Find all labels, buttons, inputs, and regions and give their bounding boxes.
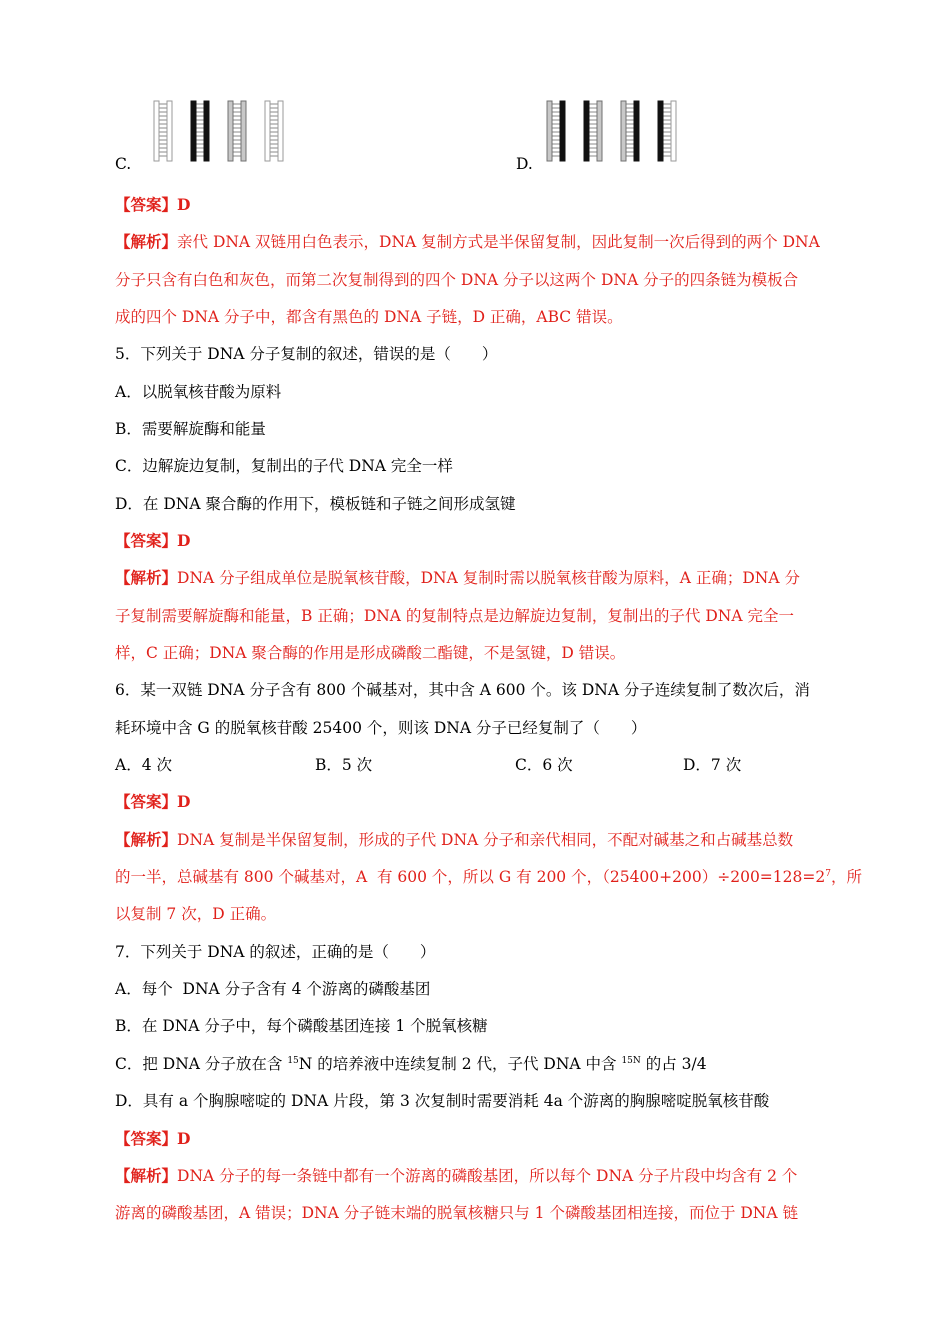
dna-strand-gray — [597, 101, 602, 161]
q7-option-a: A．每个 DNA 分子含有 4 个游离的磷酸基团 — [115, 980, 431, 998]
dna-strand-black — [658, 101, 663, 161]
dna-strand-gray — [228, 101, 233, 161]
q7-option-d: D．具有 a 个胸腺嘧啶的 DNA 片段，第 3 次复制时需要消耗 4a 个游离的胸腺嘧啶脱氧核苷酸 — [115, 1092, 770, 1110]
dna-strand-white — [671, 101, 676, 161]
figure-d-label: D. — [516, 155, 533, 173]
q5-option-c: C．边解旋边复制，复制出的子代 DNA 完全一样 — [115, 457, 453, 475]
q5-analysis-line-1: 【解析】DNA 分子组成单位是脱氧核苷酸，DNA 复制时需以脱氧核苷酸为原料，A 正确；DNA 分 — [115, 568, 800, 587]
dna-strand-white — [154, 101, 159, 161]
figure-c-label: C. — [115, 155, 132, 173]
q5-option-b: B．需要解旋酶和能量 — [115, 420, 266, 438]
dna-strand-black — [560, 101, 565, 161]
q5-stem: 5．下列关于 DNA 分子复制的叙述，错误的是（ ） — [115, 345, 498, 363]
q6-option-a: A．4 次 — [115, 756, 172, 774]
q7-option-b: B．在 DNA 分子中，每个磷酸基团连接 1 个脱氧核糖 — [115, 1017, 488, 1035]
q6-option-d: D．7 次 — [683, 756, 742, 774]
dna-strand-black — [204, 101, 209, 161]
dna-strand-gray — [547, 101, 552, 161]
q4-analysis-line-3: 成的四个 DNA 分子中，都含有黑色的 DNA 子链，D 正确，ABC 错误。 — [115, 308, 623, 326]
q6-option-c: C．6 次 — [515, 756, 573, 774]
figure-d-dna-diagram — [543, 98, 683, 166]
q6-analysis-line-3: 以复制 7 次，D 正确。 — [115, 905, 277, 923]
q5-option-d: D．在 DNA 聚合酶的作用下，模板链和子链之间形成氢键 — [115, 495, 516, 513]
q7-stem: 7．下列关于 DNA 的叙述，正确的是（ ） — [115, 943, 436, 961]
q6-stem-line-2: 耗环境中含 G 的脱氧核苷酸 25400 个，则该 DNA 分子已经复制了（ ） — [115, 719, 647, 737]
q7-answer: 【答案】D — [115, 1129, 191, 1148]
q6-analysis-line-2: 的一半，总碱基有 800 个碱基对，A 有 600 个，所以 G 有 200 个，$(25400+200)\div 200=128=2^7$，所 — [115, 868, 862, 886]
q4-answer: 【答案】D — [115, 195, 191, 214]
q6-option-b: B．5 次 — [315, 756, 373, 774]
dna-strand-white — [278, 101, 283, 161]
dna-strand-gray — [621, 101, 626, 161]
dna-strand-black — [634, 101, 639, 161]
q6-stem-line-1: 6．某一双链 DNA 分子含有 800 个碱基对，其中含 A 600 个。该 DNA 分子连续复制了数次后，消 — [115, 681, 810, 699]
dna-strand-white — [167, 101, 172, 161]
dna-strand-black — [191, 101, 196, 161]
q7-analysis-line-2: 游离的磷酸基团，A 错误；DNA 分子链末端的脱氧核糖只与 1 个磷酸基团相连接，而位于 DNA 链 — [115, 1204, 798, 1222]
dna-strand-black — [584, 101, 589, 161]
q7-option-c: C．把 DNA 分子放在含 $^{15}$N 的培养液中连续复制 2 代，子代 DNA 中含 $^{15N}$ 的占 3/4 — [115, 1055, 707, 1073]
q5-analysis-line-3: 样，C 正确；DNA 聚合酶的作用是形成磷酸二酯键，不是氢键，D 错误。 — [115, 644, 626, 662]
q6-answer: 【答案】D — [115, 792, 191, 811]
q5-analysis-line-2: 子复制需要解旋酶和能量，B 正确；DNA 的复制特点是边解旋边复制，复制出的子代 DNA 完全一 — [115, 607, 794, 625]
dna-strand-white — [265, 101, 270, 161]
q5-answer: 【答案】D — [115, 531, 191, 550]
q7-analysis-line-1: 【解析】DNA 分子的每一条链中都有一个游离的磷酸基团，所以每个 DNA 分子片段中均含有 2 个 — [115, 1166, 798, 1185]
figure-c-dna-diagram — [150, 98, 290, 166]
q5-option-a: A．以脱氧核苷酸为原料 — [115, 383, 282, 401]
q4-analysis-line-2: 分子只含有白色和灰色，而第二次复制得到的四个 DNA 分子以这两个 DNA 分子的四条链为模板合 — [115, 271, 799, 289]
dna-strand-gray — [241, 101, 246, 161]
q4-analysis-line-1: 【解析】亲代 DNA 双链用白色表示，DNA 复制方式是半保留复制，因此复制一次后得到的两个 DNA — [115, 232, 820, 251]
q6-analysis-line-1: 【解析】DNA 复制是半保留复制，形成的子代 DNA 分子和亲代相同，不配对碱基之和占碱基总数 — [115, 830, 794, 849]
